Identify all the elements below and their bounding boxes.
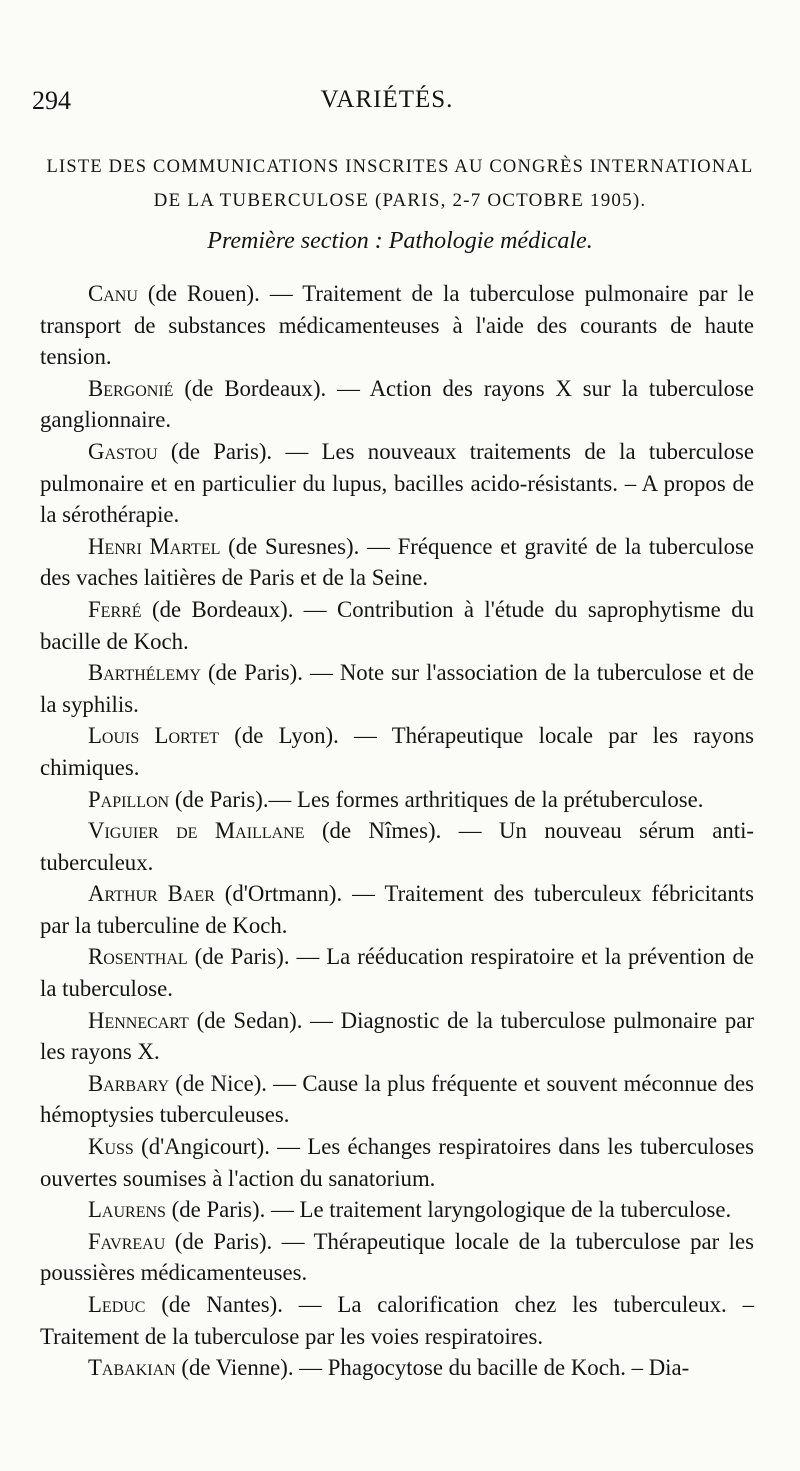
entry-place: (d'Ortmann). — (214, 881, 385, 907)
entry-author: Louis Lortet (88, 723, 220, 749)
entry-author: Viguier de Maillane (88, 818, 305, 844)
entry-author: Canu (88, 281, 138, 306)
communication-entry (40, 436, 754, 531)
entry-title: Traitement de la tuberculose pulmonaire par le transport de substances médicamenteuses à l'aide des courants de haute tension. (40, 281, 754, 370)
entry-place: (de Rouen). — (137, 281, 303, 306)
communication-entry (40, 878, 754, 941)
entry-title: Cause la plus fréquente et souvent méconnue des hémoptysies tuberculeuses. (40, 1070, 754, 1128)
entry-place: (de Paris). — (157, 438, 322, 464)
entry-title: Action des rayons X sur la tuberculose ganglionnaire. (40, 375, 754, 433)
communication-entry (40, 1131, 754, 1194)
communication-entry (40, 657, 754, 720)
communication-entry (40, 1226, 754, 1289)
entry-place: (de Bordeaux). — (141, 596, 337, 622)
communication-entry (40, 784, 754, 816)
page-number: 294 (32, 86, 71, 115)
list-title (36, 150, 764, 218)
communication-entry (40, 815, 754, 878)
communication-entry (40, 1289, 754, 1352)
entry-author: Leduc (88, 1292, 146, 1317)
communication-entry (40, 941, 754, 1004)
section-heading: Première section : Pathologie médicale. (207, 228, 593, 254)
entry-author: Tabakian (88, 1355, 176, 1381)
communication-entry (40, 594, 754, 657)
entry-title: Les échanges respiratoires dans les tuberculoses ouvertes soumises à l'action du sanatorium. (40, 1134, 755, 1191)
entry-title: Contribution à l'étude du saprophytisme du bacille de Koch. (40, 596, 754, 654)
entry-author: Barthélemy (88, 660, 201, 686)
title-line-1: LISTE DES COMMUNICATIONS INSCRITES AU CONGRÈS INTERNATIONAL (46, 157, 754, 177)
entry-place: (de Nantes). — (145, 1292, 338, 1317)
entry-author: Hennecart (88, 1007, 189, 1033)
communications-list (40, 278, 754, 1384)
entry-author: Kuss (88, 1134, 134, 1160)
entry-title: Les formes arthritiques de la prétuberculose. (297, 786, 704, 812)
communication-entry (40, 1005, 754, 1068)
entry-title: Un nouveau sérum anti-tuberculeux. (40, 818, 754, 875)
communication-entry (40, 1352, 754, 1384)
communication-entry (40, 278, 754, 373)
entry-author: Laurens (88, 1197, 166, 1223)
entry-title: Note sur l'association de la tuberculose et de la syphilis. (40, 660, 754, 717)
entry-author: Ferré (88, 596, 142, 622)
entry-place: (de Paris). — (165, 1228, 314, 1254)
entry-author: Rosenthal (88, 944, 188, 970)
entry-author: Gastou (88, 438, 158, 464)
entry-title: Diagnostic de la tuberculose pulmonaire par les rayons X. (40, 1007, 754, 1065)
entry-place: (de Lyon). — (219, 723, 392, 749)
entry-place: (de Nice). — (169, 1070, 303, 1096)
communication-entry (40, 1194, 754, 1226)
entry-author: Arthur Baer (88, 881, 215, 907)
entry-author: Henri Martel (88, 533, 221, 559)
entry-place: (de Paris).— (169, 786, 298, 812)
entry-title: Phagocytose du bacille de Koch. – Dia- (327, 1355, 690, 1381)
entry-title: Les nouveaux traitements de la tuberculose pulmonaire et en particulier du lupus, bacilles acido-résistants. – A propos de la sérothérapie. (40, 438, 754, 528)
entry-author: Barbary (88, 1070, 170, 1096)
entry-place: (d'Angicourt). — (133, 1134, 308, 1160)
entry-title: La calorification chez les tuberculeux. – Traitement de la tuberculose par les voies respiratoires. (40, 1292, 755, 1349)
entry-author: Bergonié (88, 375, 174, 401)
title-line-2: DE LA TUBERCULOSE (PARIS, 2-7 OCTOBRE 1905). (153, 190, 647, 211)
communication-entry (40, 720, 754, 783)
entry-author: Papillon (88, 786, 170, 812)
entry-title: Traitement des tuberculeux fébricitants par la tuberculine de Koch. (40, 881, 754, 938)
entry-place: (de Vienne). — (175, 1355, 328, 1381)
entry-title: Thérapeutique locale par les rayons chimiques. (40, 723, 754, 780)
entry-place: (de Suresnes). — (220, 533, 398, 559)
entry-place: (de Paris). — (165, 1197, 300, 1223)
entry-title: Le traitement laryngologique de la tuberculose. (299, 1197, 732, 1223)
communication-entry (40, 1068, 754, 1131)
entry-place: (de Nîmes). — (304, 818, 500, 844)
entry-title: La rééducation respiratoire et la prévention de la tuberculose. (40, 944, 754, 1002)
communication-entry (40, 373, 754, 436)
running-head: VARIÉTÉS. (320, 86, 454, 113)
page-header (32, 86, 742, 126)
entry-title: Thérapeutique locale de la tuberculose par les poussières médicamenteuses. (40, 1228, 754, 1286)
entry-place: (de Bordeaux). — (173, 375, 370, 401)
communication-entry (40, 531, 754, 594)
entry-title: Fréquence et gravité de la tuberculose des vaches laitières de Paris et de la Seine. (40, 533, 754, 591)
entry-place: (de Paris). — (187, 944, 327, 970)
entry-author: Favreau (88, 1228, 166, 1254)
entry-place: (de Sedan). — (188, 1007, 341, 1033)
entry-place: (de Paris). — (200, 660, 340, 686)
